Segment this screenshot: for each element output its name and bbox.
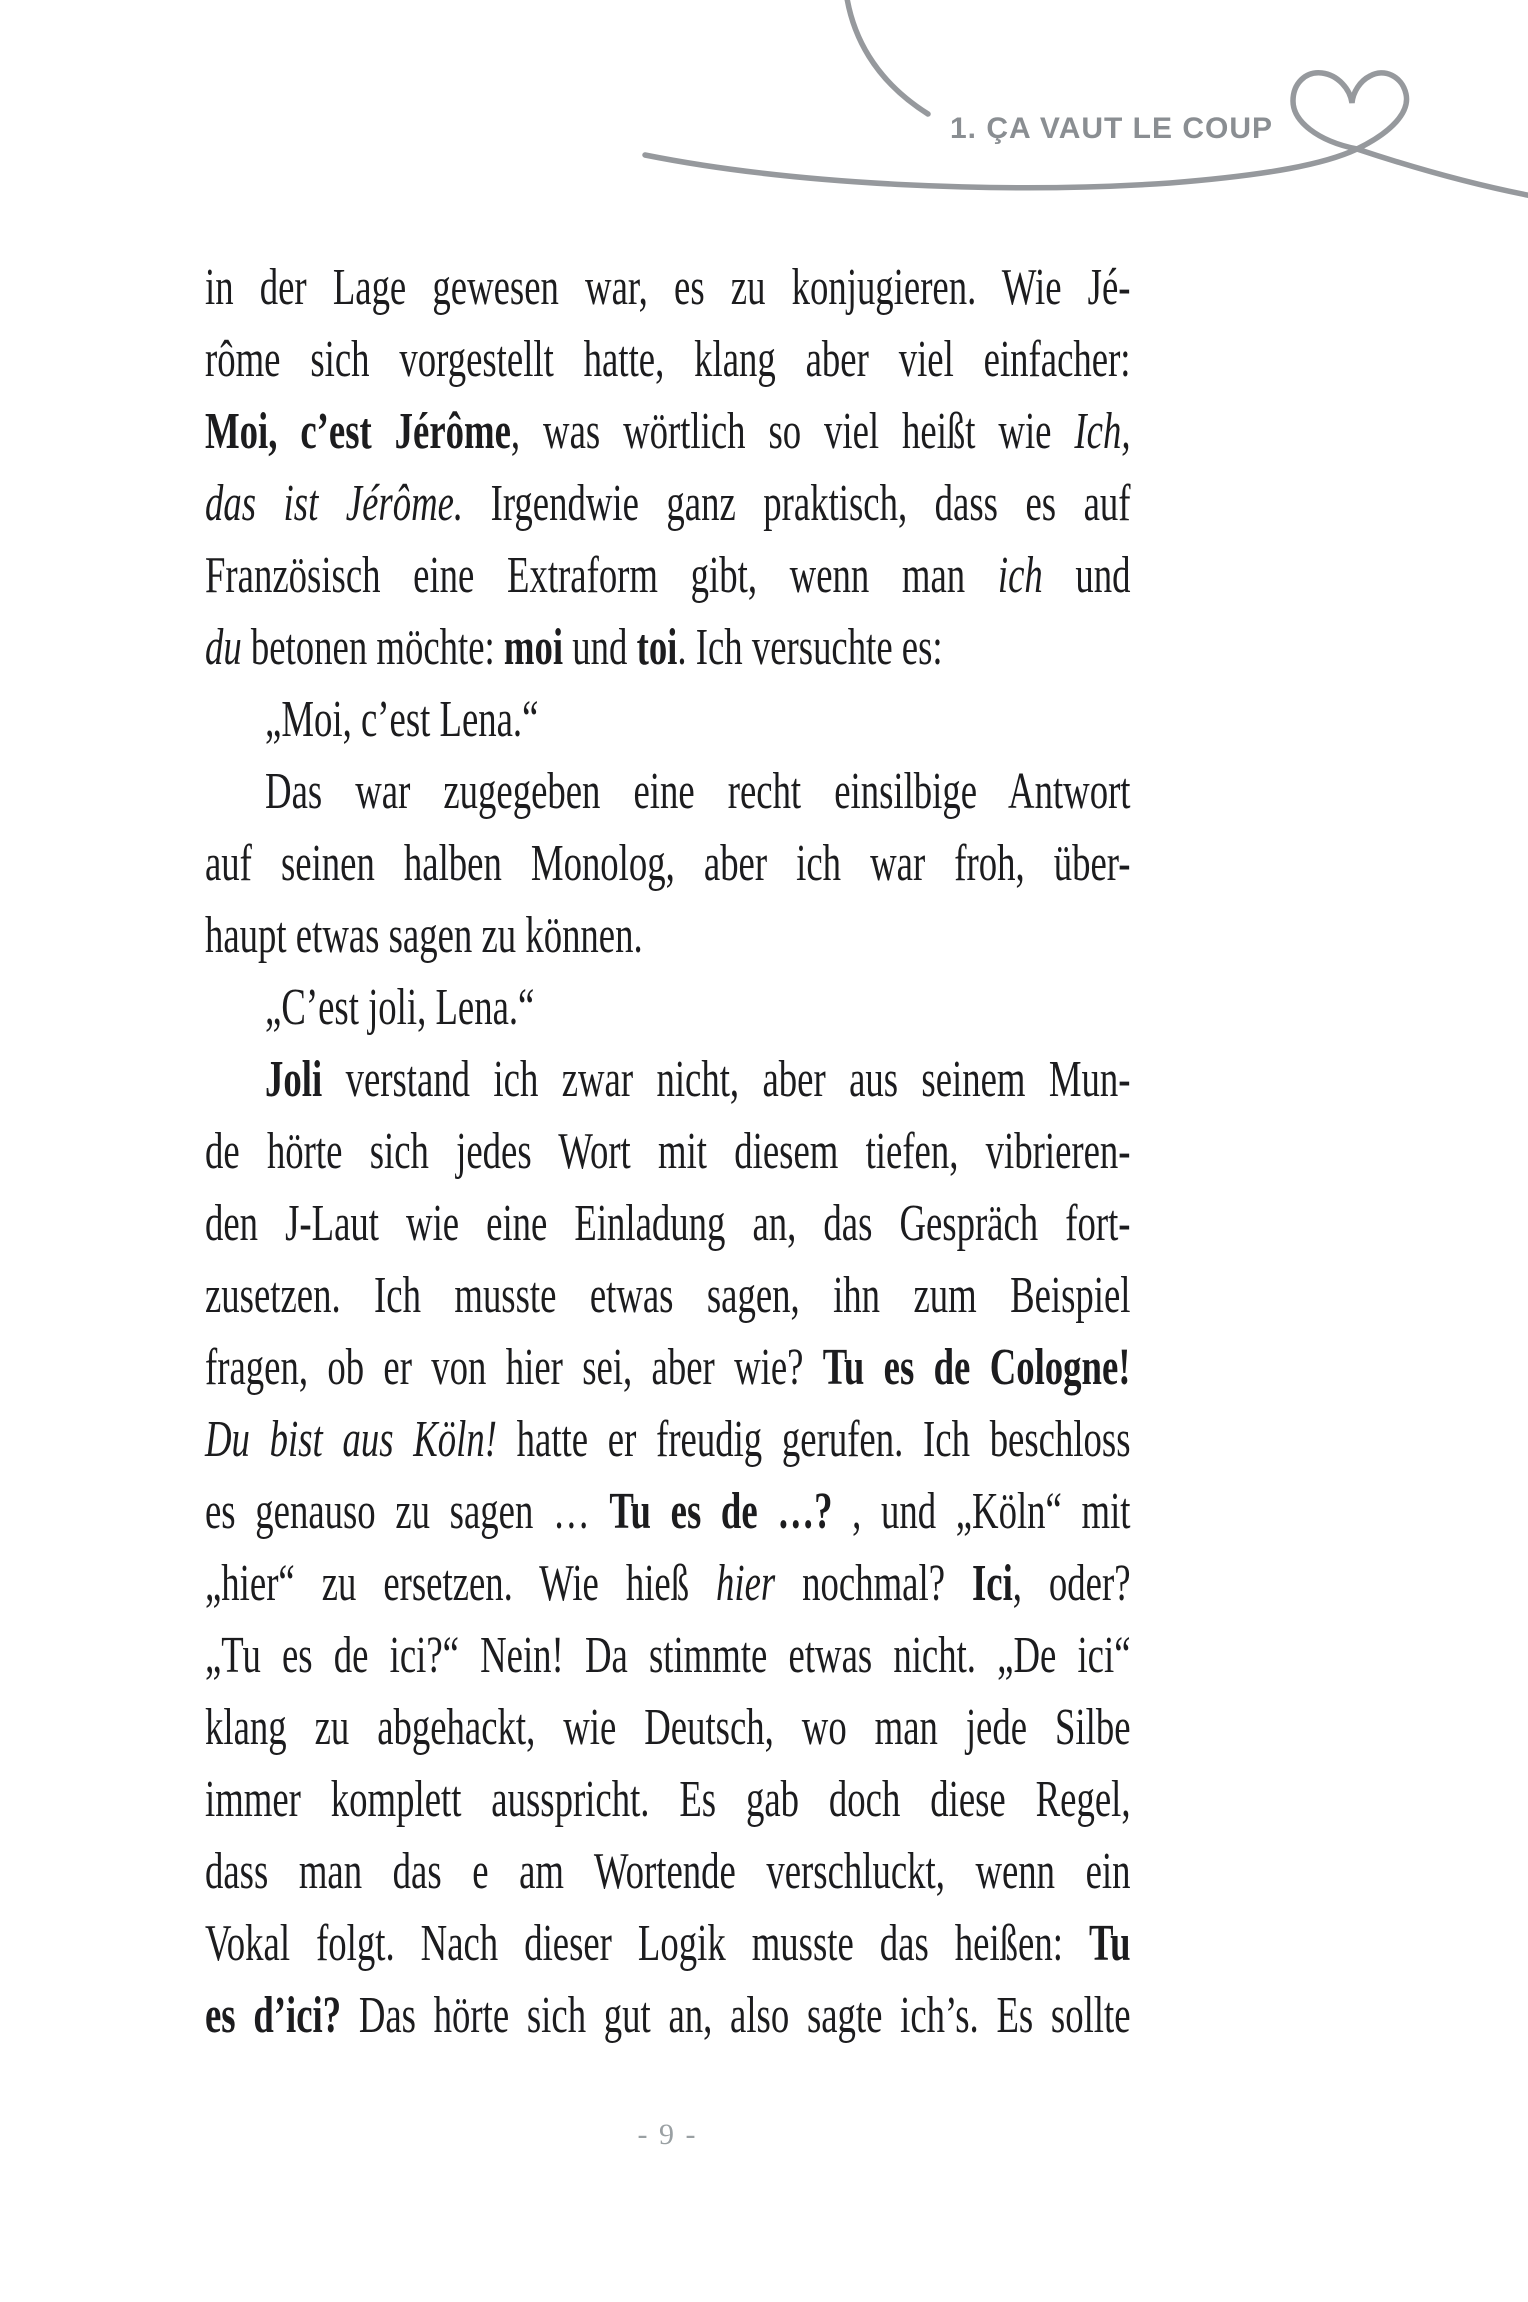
body-text-segment-plain: „C’est joli, Lena.“ bbox=[265, 979, 535, 1036]
body-text-segment-bold: toi bbox=[636, 619, 678, 676]
body-text-segment-plain: Das war zugegeben eine recht einsilbige Antwort bbox=[265, 763, 1131, 820]
body-text-segment-plain: hatte er freudig gerufen. Ich beschloss bbox=[496, 1411, 1131, 1468]
body-text-segment-plain: rôme sich vorgestellt hatte, klang aber viel einfacher: bbox=[205, 331, 1131, 388]
body-text-segment-plain: Vokal folgt. Nach dieser Logik musste das heißen: bbox=[205, 1915, 1089, 1972]
body-text-segment-plain: fragen, ob er von hier sei, aber wie? bbox=[205, 1339, 823, 1396]
body-text-segment-plain: „hier“ zu ersetzen. Wie hieß bbox=[205, 1555, 717, 1612]
page-number: - 9 - bbox=[637, 2118, 698, 2151]
body-text-segment-plain: de hörte sich jedes Wort mit diesem tiefen, vibrieren- bbox=[205, 1123, 1131, 1180]
body-text-segment-plain: Französisch eine Extraform gibt, wenn man bbox=[205, 547, 998, 604]
body-line bbox=[205, 684, 1131, 756]
body-line bbox=[205, 468, 1131, 540]
body-text-segment-bold: Tu bbox=[1088, 1915, 1131, 1972]
body-text-segment-plain: es genauso zu sagen … bbox=[205, 1483, 610, 1540]
body-text-segment-plain: haupt etwas sagen zu können. bbox=[205, 907, 643, 964]
body-text-segment-plain: Irgendwie ganz praktisch, dass es auf bbox=[463, 475, 1131, 532]
body-text-segment-italic: Ich, bbox=[1074, 403, 1131, 460]
body-line bbox=[205, 1836, 1131, 1908]
swoosh-top-curve bbox=[846, 0, 928, 114]
body-text-segment-plain: verstand ich zwar nicht, aber aus seinem Mun- bbox=[322, 1051, 1131, 1108]
body-line bbox=[205, 1332, 1131, 1404]
body-text-segment-italic: du bbox=[205, 619, 242, 676]
body-line bbox=[205, 1044, 1131, 1116]
body-text bbox=[205, 252, 1131, 2052]
body-line bbox=[205, 396, 1131, 468]
body-text-segment-bold: Tu es de …? bbox=[609, 1483, 833, 1540]
body-line bbox=[205, 324, 1131, 396]
body-line bbox=[205, 1620, 1131, 1692]
body-text-segment-plain: auf seinen halben Monolog, aber ich war froh, über- bbox=[205, 835, 1131, 892]
body-text-segment-plain: , was wörtlich so viel heißt wie bbox=[510, 403, 1075, 460]
body-text-segment-italic: das ist Jérôme. bbox=[205, 475, 464, 532]
body-line bbox=[205, 1116, 1131, 1188]
body-text-segment-plain: , oder? bbox=[1012, 1555, 1131, 1612]
body-line bbox=[205, 756, 1131, 828]
body-text-segment-italic: hier bbox=[716, 1555, 776, 1612]
body-line bbox=[205, 1764, 1131, 1836]
body-line bbox=[205, 252, 1131, 324]
body-line bbox=[205, 1188, 1131, 1260]
chapter-header: 1. ÇA VAUT LE COUP bbox=[950, 112, 1274, 145]
body-line bbox=[205, 1548, 1131, 1620]
body-text-segment-bold: moi bbox=[503, 619, 564, 676]
body-text-segment-bold: Tu es de Cologne! bbox=[822, 1339, 1131, 1396]
body-line bbox=[205, 1980, 1131, 2052]
body-line bbox=[205, 612, 1131, 684]
body-text-segment-bold: Ici bbox=[971, 1555, 1013, 1612]
body-text-segment-plain: „Moi, c’est Lena.“ bbox=[265, 691, 539, 748]
body-text-segment-plain: Das hörte sich gut an, also sagte ich’s. Es sollte bbox=[341, 1987, 1131, 2044]
body-text-segment-plain: klang zu abgehackt, wie Deutsch, wo man jede Silbe bbox=[205, 1699, 1131, 1756]
body-text-segment-bold: Joli bbox=[265, 1051, 323, 1108]
body-line bbox=[205, 1476, 1131, 1548]
body-text-segment-italic: ich bbox=[997, 547, 1043, 604]
body-text-segment-plain: , und „Köln“ mit bbox=[832, 1483, 1131, 1540]
body-text-segment-plain: immer komplett ausspricht. Es gab doch diese Regel, bbox=[205, 1771, 1131, 1828]
body-line bbox=[205, 1260, 1131, 1332]
body-text-segment-plain: „Tu es de ici?“ Nein! Da stimmte etwas nicht. „De ici“ bbox=[205, 1627, 1131, 1684]
body-text-segment-plain: und bbox=[1042, 547, 1131, 604]
body-line bbox=[205, 972, 1131, 1044]
body-text-segment-plain: nochmal? bbox=[775, 1555, 972, 1612]
body-text-segment-bold: Moi, c’est Jérôme bbox=[205, 403, 511, 460]
body-line bbox=[205, 1908, 1131, 1980]
body-line bbox=[205, 540, 1131, 612]
heart-swoosh-doodle bbox=[0, 0, 1528, 260]
body-line bbox=[205, 1692, 1131, 1764]
body-text-segment-bold: es d’ici? bbox=[205, 1987, 342, 2044]
body-line bbox=[205, 1404, 1131, 1476]
body-line bbox=[205, 828, 1131, 900]
body-line bbox=[205, 900, 1131, 972]
body-text-segment-plain: den J-Laut wie eine Einladung an, das Gespräch fort- bbox=[205, 1195, 1131, 1252]
body-text-segment-plain: betonen möchte: bbox=[241, 619, 504, 676]
body-text-segment-plain: dass man das e am Wortende verschluckt, wenn ein bbox=[205, 1843, 1131, 1900]
body-text-segment-plain: . Ich versuchte es: bbox=[677, 619, 943, 676]
body-text-segment-plain: und bbox=[563, 619, 637, 676]
body-text-segment-plain: zusetzen. Ich musste etwas sagen, ihn zum Beispiel bbox=[205, 1267, 1131, 1324]
body-text-segment-plain: in der Lage gewesen war, es zu konjugieren. Wie Jé- bbox=[205, 259, 1131, 316]
body-text-segment-italic: Du bist aus Köln! bbox=[205, 1411, 497, 1468]
